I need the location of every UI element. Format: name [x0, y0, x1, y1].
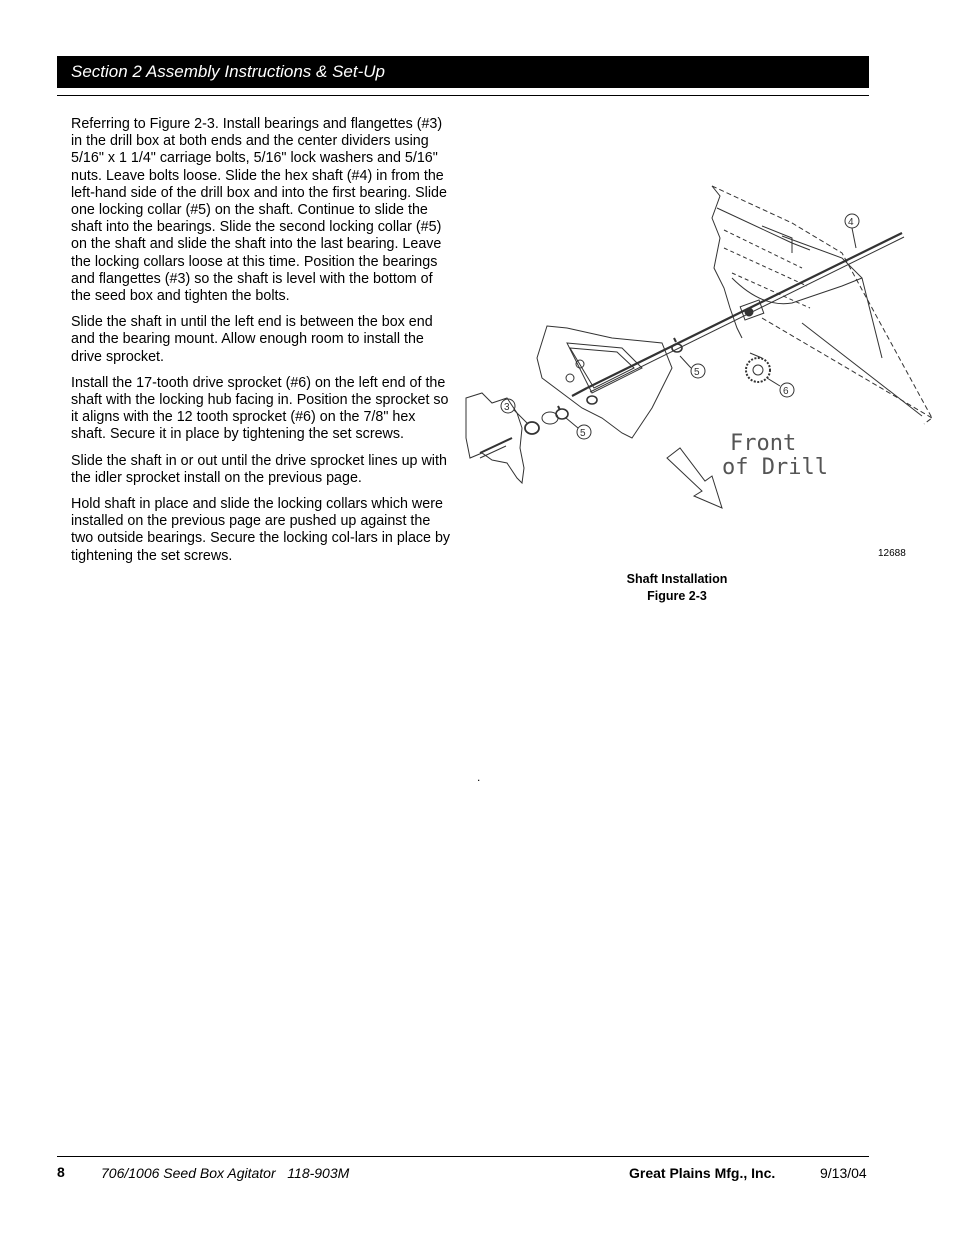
callout-5-lower: [566, 418, 591, 439]
instruction-paragraph: Install the 17-tooth drive sprocket (#6) on the left end of the shaft with the locking hub facing in. Position the sprocket so it aligns with the 12 tooth sprocket (#6) on the 7/8" hex shaft. Secure it in place by tightening the set screws.: [71, 374, 449, 443]
svg-text:5: 5: [694, 367, 700, 378]
front-arrow-drawing: [667, 448, 722, 508]
svg-text:3: 3: [504, 402, 510, 413]
section-title: Section 2 Assembly Instructions & Set-Up: [71, 62, 386, 81]
instructions-column: [71, 116, 453, 574]
instruction-paragraph: Slide the shaft in until the left end is between the box end and the bearing mount. Allow enough room to install the drive sprocket.: [71, 314, 433, 365]
svg-text:5: 5: [580, 428, 586, 439]
document-date: 9/13/04: [820, 1165, 867, 1181]
front-label: Front: [730, 431, 797, 456]
shaft-installation-figure: [462, 178, 940, 523]
hex-shaft-drawing: [572, 233, 904, 396]
instruction-paragraph: Hold shaft in place and slide the locking collars which were installed on the previous page are pushed up against the two outside bearings. Secure the locking col-lars in place by tightening the set screws.: [71, 496, 451, 564]
instruction-paragraph: Slide the shaft in or out until the drive sprocket lines up with the idler sprocket install on the previous page.: [71, 452, 447, 486]
instruction-paragraph: Referring to Figure 2-3. Install bearings and flangettes (#3) in the drill box at both ends and the center dividers using 5/16" x 1 1/4" carriage bolts, 5/16" lock washers and 5/16" nuts. Leave bolts loose. Slide the hex shaft (#4) in from the left-hand side of the drill box and into the first bearing. Slide one locking collar (#5) on the shaft. Continue to slide the shaft into the bearings. Slide the second locking collar (#5) on the shaft and slide the shaft into the last bearing. Leave the locking collars loose at this time. Position the bearings and flangettes (#3) so the shaft is level with the bottom of the seed box and tighten the bolts.: [71, 116, 447, 305]
figure-number: 12688: [878, 548, 906, 559]
footer-rule: [57, 1156, 869, 1157]
page-number: 8: [57, 1164, 65, 1180]
figure-caption-title: Shaft Installation: [626, 572, 728, 586]
svg-text:4: 4: [848, 217, 854, 228]
figure-caption: [596, 571, 758, 605]
company-name: Great Plains Mfg., Inc.: [629, 1165, 776, 1181]
drill-box-drawing: [712, 186, 932, 424]
figure-caption-number: Figure 2-3: [647, 589, 707, 603]
callout-3: [501, 399, 528, 424]
callout-5-upper: [680, 356, 705, 378]
svg-text:6: 6: [783, 386, 789, 397]
header-rule: [57, 95, 869, 96]
sprocket-drawing: [746, 353, 770, 382]
callout-4: [845, 214, 859, 248]
callout-6: [767, 378, 794, 397]
stray-mark: .: [477, 770, 481, 784]
of-drill-label: of Drill: [722, 455, 828, 480]
section-header-bar: [57, 56, 869, 88]
document-title: 706/1006 Seed Box Agitator 118-903M: [101, 1165, 350, 1181]
